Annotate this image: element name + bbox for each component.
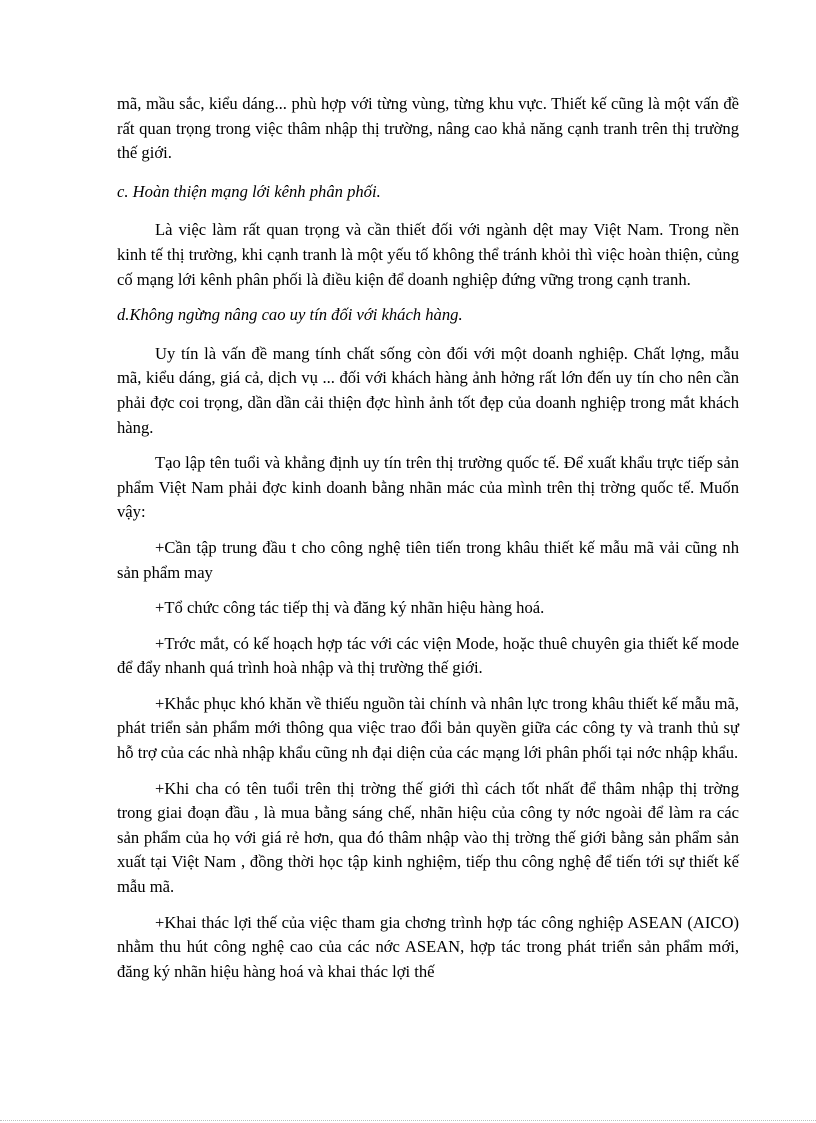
section-heading-c: c. Hoàn thiện mạng lới kênh phân phối. (117, 181, 381, 201)
page-bottom-divider (0, 1120, 816, 1121)
section-heading-d: d.Không ngừng nâng cao uy tín đối với khách hàng. (117, 305, 463, 325)
list-item: +Khai thác lợi thế của việc tham gia chơng trình hợp tác công nghiệp ASEAN (AICO) nhằm thu hút công nghệ cao của các nớc ASEAN, hợp tác trong phát triển sản phẩm mới, đăng ký nhãn hiệu hàng hoá và khai thác lợi thế (117, 912, 739, 981)
list-item: +Khi cha có tên tuổi trên thị trờng thế giới thì cách tốt nhất để thâm nhập thị trờng trong giai đoạn đầu , là mua bằng sáng chế, nhãn hiệu của công ty nớc ngoài để làm ra các sản phẩm của họ với giá rẻ hơn, qua đó thâm nhập vào thị trờng thế giới bằng sản phẩm sản xuất tại Việt Nam , đồng thời học tập kinh nghiệm, tiếp thu công nghệ để tiến tới sự thiết kế mẫu mã. (117, 778, 739, 897)
list-item: +Trớc mắt, có kế hoạch hợp tác với các viện Mode, hoặc thuê chuyên gia thiết kế mode để đẩy nhanh quá trình hoà nhập và thị trường thế giới. (117, 633, 739, 678)
paragraph: Là việc làm rất quan trọng và cần thiết đối với ngành dệt may Việt Nam. Trong nền kinh tế thị trường, khi cạnh tranh là một yếu tố không thể tránh khỏi thì việc hoàn thiện, củng cố mạng lới kênh phân phối là điều kiện để doanh nghiệp đứng vững trong cạnh tranh. (117, 220, 739, 289)
document-page (117, 92, 739, 995)
paragraph: Uy tín là vấn đề mang tính chất sống còn đối với một doanh nghiệp. Chất lợng, mẫu mã, kiểu dáng, giá cả, dịch vụ ... đối với khách hàng ảnh hởng rất lớn đến uy tín cho nên cần phải đợc coi trọng, dần dần cải thiện đợc hình ảnh tốt đẹp của doanh nghiệp trong mắt khách hàng. (117, 343, 739, 437)
list-item: +Tổ chức công tác tiếp thị và đăng ký nhãn hiệu hàng hoá. (155, 598, 545, 618)
list-item: +Cần tập trung đầu t cho công nghệ tiên tiến trong khâu thiết kế mẫu mã vải cũng nh sản phẩm may (117, 537, 739, 582)
paragraph: Tạo lập tên tuổi và khẳng định uy tín trên thị trường quốc tế. Để xuất khẩu trực tiếp sản phẩm Việt Nam phải đợc kinh doanh bằng nhãn mác của mình trên thị trờng quốc tế. Muốn vậy: (117, 453, 739, 522)
paragraph-intro: mã, mầu sắc, kiểu dáng... phù hợp với từng vùng, từng khu vực. Thiết kế cũng là một vấn đề rất quan trọng trong việc thâm nhập thị trường, nâng cao khả năng cạnh tranh trên thị trường thế giới. (117, 94, 739, 163)
list-item: +Khắc phục khó khăn về thiếu nguồn tài chính và nhân lực trong khâu thiết kế mẫu mã, phát triển sản phẩm mới thông qua việc trao đổi bản quyền giữa các công ty và tranh thủ sự hỗ trợ của các nhà nhập khẩu cũng nh đại diện của các mạng lới phân phối tại nớc nhập khẩu. (117, 693, 739, 763)
